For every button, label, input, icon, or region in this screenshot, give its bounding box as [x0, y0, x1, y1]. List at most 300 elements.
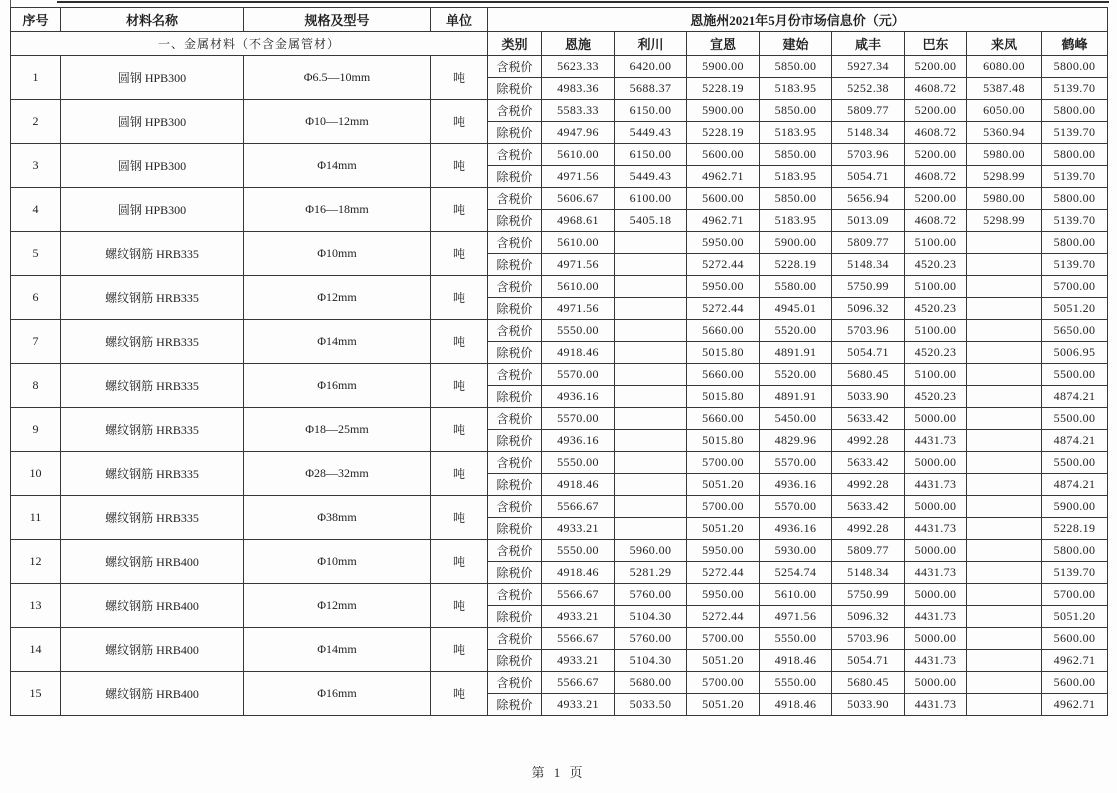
price-cell: 6150.00 — [615, 144, 687, 166]
price-cell: 6080.00 — [967, 56, 1042, 78]
item-row-with-tax — [11, 452, 1108, 474]
price-cell: 5051.20 — [687, 650, 760, 672]
price-cell: 5200.00 — [905, 56, 967, 78]
price-type-cell: 含税价 — [488, 672, 542, 694]
price-cell: 5000.00 — [905, 628, 967, 650]
price-type-cell: 除税价 — [488, 210, 542, 232]
price-cell: 5570.00 — [760, 452, 832, 474]
price-cell — [615, 518, 687, 540]
price-cell: 4971.56 — [760, 606, 832, 628]
city-header-7: 来凤 — [967, 32, 1042, 56]
price-cell: 5700.00 — [687, 672, 760, 694]
price-cell: 4947.96 — [542, 122, 615, 144]
material-cell: 圆钢 HPB300 — [61, 188, 244, 232]
price-cell: 5566.67 — [542, 584, 615, 606]
price-cell: 5980.00 — [967, 188, 1042, 210]
price-type-cell: 除税价 — [488, 430, 542, 452]
price-cell: 4962.71 — [687, 210, 760, 232]
price-cell: 4983.36 — [542, 78, 615, 100]
price-cell: 5900.00 — [1042, 496, 1108, 518]
spec-cell: Φ10—12mm — [244, 100, 431, 144]
price-cell: 5200.00 — [905, 100, 967, 122]
city-header-4: 建始 — [760, 32, 832, 56]
price-cell: 5254.74 — [760, 562, 832, 584]
price-cell: 5800.00 — [1042, 100, 1108, 122]
price-cell: 5054.71 — [832, 342, 905, 364]
price-cell: 6420.00 — [615, 56, 687, 78]
price-cell: 5200.00 — [905, 188, 967, 210]
price-cell: 5228.19 — [687, 78, 760, 100]
unit-cell: 吨 — [431, 56, 488, 100]
price-cell: 5033.90 — [832, 694, 905, 716]
price-cell: 5051.20 — [687, 474, 760, 496]
price-cell: 5900.00 — [687, 100, 760, 122]
price-cell: 5500.00 — [1042, 408, 1108, 430]
price-cell: 4608.72 — [905, 166, 967, 188]
price-cell: 5520.00 — [760, 364, 832, 386]
price-cell: 5950.00 — [687, 540, 760, 562]
price-cell: 4891.91 — [760, 386, 832, 408]
price-cell: 5600.00 — [687, 144, 760, 166]
price-cell: 4992.28 — [832, 430, 905, 452]
price-cell: 5809.77 — [832, 100, 905, 122]
price-cell: 4992.28 — [832, 518, 905, 540]
price-cell: 5680.45 — [832, 672, 905, 694]
seq-cell: 8 — [11, 364, 61, 408]
material-cell: 圆钢 HPB300 — [61, 144, 244, 188]
price-type-cell: 除税价 — [488, 518, 542, 540]
price-cell: 5139.70 — [1042, 78, 1108, 100]
price-cell: 5930.00 — [760, 540, 832, 562]
price-cell: 5580.00 — [760, 276, 832, 298]
price-cell: 5033.90 — [832, 386, 905, 408]
price-cell: 5850.00 — [760, 144, 832, 166]
price-cell: 5680.00 — [615, 672, 687, 694]
seq-cell: 13 — [11, 584, 61, 628]
price-cell: 5550.00 — [760, 628, 832, 650]
price-cell: 5960.00 — [615, 540, 687, 562]
price-cell: 5680.45 — [832, 364, 905, 386]
price-cell: 5703.96 — [832, 320, 905, 342]
price-cell — [967, 430, 1042, 452]
price-cell: 4933.21 — [542, 694, 615, 716]
unit-cell: 吨 — [431, 144, 488, 188]
unit-cell: 吨 — [431, 628, 488, 672]
price-cell: 5600.00 — [1042, 628, 1108, 650]
price-cell: 4608.72 — [905, 122, 967, 144]
price-cell: 5449.43 — [615, 122, 687, 144]
page-left-rule — [10, 0, 11, 7]
price-cell: 5006.95 — [1042, 342, 1108, 364]
header-unit: 单位 — [431, 8, 488, 32]
price-type-cell: 含税价 — [488, 188, 542, 210]
price-cell: 5809.77 — [832, 232, 905, 254]
price-cell: 5013.09 — [832, 210, 905, 232]
price-cell: 5900.00 — [687, 56, 760, 78]
price-type-cell: 除税价 — [488, 298, 542, 320]
spec-cell: Φ6.5—10mm — [244, 56, 431, 100]
price-cell: 5570.00 — [542, 364, 615, 386]
price-cell: 5570.00 — [760, 496, 832, 518]
price-cell: 5183.95 — [760, 210, 832, 232]
price-cell: 4962.71 — [1042, 694, 1108, 716]
price-cell: 5096.32 — [832, 298, 905, 320]
spec-cell: Φ28—32mm — [244, 452, 431, 496]
price-cell: 6050.00 — [967, 100, 1042, 122]
price-cell: 5100.00 — [905, 232, 967, 254]
price-cell: 5610.00 — [542, 276, 615, 298]
city-header-3: 宣恩 — [687, 32, 760, 56]
material-cell: 螺纹钢筋 HRB400 — [61, 584, 244, 628]
unit-cell: 吨 — [431, 496, 488, 540]
price-cell — [967, 562, 1042, 584]
price-cell: 4971.56 — [542, 298, 615, 320]
price-cell: 4918.46 — [542, 474, 615, 496]
price-cell: 5000.00 — [905, 408, 967, 430]
item-row-with-tax — [11, 672, 1108, 694]
price-type-cell: 含税价 — [488, 144, 542, 166]
price-cell: 4918.46 — [760, 650, 832, 672]
price-cell — [967, 254, 1042, 276]
price-cell: 4520.23 — [905, 342, 967, 364]
price-cell — [967, 232, 1042, 254]
price-type-cell: 含税价 — [488, 56, 542, 78]
price-cell: 5650.00 — [1042, 320, 1108, 342]
seq-cell: 5 — [11, 232, 61, 276]
price-cell — [615, 496, 687, 518]
material-cell: 螺纹钢筋 HRB400 — [61, 628, 244, 672]
price-cell — [967, 320, 1042, 342]
price-cell — [967, 694, 1042, 716]
price-cell — [615, 276, 687, 298]
price-cell: 5660.00 — [687, 408, 760, 430]
price-cell: 5183.95 — [760, 166, 832, 188]
price-cell: 5449.43 — [615, 166, 687, 188]
item-row-with-tax — [11, 56, 1108, 78]
price-cell: 5139.70 — [1042, 210, 1108, 232]
unit-cell: 吨 — [431, 276, 488, 320]
price-cell: 4829.96 — [760, 430, 832, 452]
price-cell — [967, 584, 1042, 606]
price-cell: 5800.00 — [1042, 144, 1108, 166]
price-cell: 5148.34 — [832, 122, 905, 144]
price-cell: 5800.00 — [1042, 232, 1108, 254]
price-cell — [615, 298, 687, 320]
price-cell: 5703.96 — [832, 144, 905, 166]
spec-cell: Φ14mm — [244, 628, 431, 672]
material-cell: 螺纹钢筋 HRB335 — [61, 276, 244, 320]
price-cell: 5272.44 — [687, 562, 760, 584]
price-type-cell: 除税价 — [488, 342, 542, 364]
section-title: 一、金属材料（不含金属管材） — [11, 32, 488, 56]
price-cell: 4971.56 — [542, 254, 615, 276]
price-cell: 4431.73 — [905, 606, 967, 628]
price-cell: 4431.73 — [905, 562, 967, 584]
price-cell: 4874.21 — [1042, 474, 1108, 496]
price-cell: 5623.33 — [542, 56, 615, 78]
price-cell: 5096.32 — [832, 606, 905, 628]
price-cell: 5850.00 — [760, 100, 832, 122]
price-cell: 5139.70 — [1042, 562, 1108, 584]
price-cell: 5200.00 — [905, 144, 967, 166]
price-type-cell: 含税价 — [488, 628, 542, 650]
price-cell: 4431.73 — [905, 650, 967, 672]
price-cell: 5760.00 — [615, 584, 687, 606]
item-row-with-tax — [11, 144, 1108, 166]
unit-cell: 吨 — [431, 232, 488, 276]
price-cell: 5054.71 — [832, 650, 905, 672]
item-row-with-tax — [11, 540, 1108, 562]
price-cell: 5550.00 — [760, 672, 832, 694]
price-cell: 5051.20 — [1042, 606, 1108, 628]
price-cell: 5100.00 — [905, 320, 967, 342]
price-cell: 5660.00 — [687, 364, 760, 386]
price-cell — [967, 518, 1042, 540]
price-cell: 5000.00 — [905, 452, 967, 474]
price-cell: 5148.34 — [832, 254, 905, 276]
unit-cell: 吨 — [431, 408, 488, 452]
price-type-cell: 除税价 — [488, 606, 542, 628]
item-row-with-tax — [11, 496, 1108, 518]
price-cell — [967, 474, 1042, 496]
price-cell — [967, 650, 1042, 672]
price-cell: 5015.80 — [687, 386, 760, 408]
price-cell: 4874.21 — [1042, 430, 1108, 452]
price-type-cell: 除税价 — [488, 166, 542, 188]
price-cell: 5272.44 — [687, 606, 760, 628]
seq-cell: 4 — [11, 188, 61, 232]
price-type-cell: 除税价 — [488, 254, 542, 276]
price-cell: 5656.94 — [832, 188, 905, 210]
price-cell — [615, 254, 687, 276]
price-cell: 5927.34 — [832, 56, 905, 78]
price-cell: 4962.71 — [1042, 650, 1108, 672]
price-cell: 5000.00 — [905, 496, 967, 518]
unit-cell: 吨 — [431, 672, 488, 716]
price-type-cell: 除税价 — [488, 694, 542, 716]
price-cell: 4936.16 — [542, 386, 615, 408]
price-cell: 5500.00 — [1042, 452, 1108, 474]
price-cell: 5566.67 — [542, 496, 615, 518]
price-cell — [615, 364, 687, 386]
price-cell — [615, 408, 687, 430]
city-header-6: 巴东 — [905, 32, 967, 56]
price-cell: 4968.61 — [542, 210, 615, 232]
material-cell: 螺纹钢筋 HRB335 — [61, 320, 244, 364]
price-cell — [967, 452, 1042, 474]
unit-cell: 吨 — [431, 452, 488, 496]
price-cell — [967, 342, 1042, 364]
price-cell — [967, 298, 1042, 320]
price-cell: 5051.20 — [1042, 298, 1108, 320]
price-cell: 5570.00 — [542, 408, 615, 430]
price-cell: 5228.19 — [687, 122, 760, 144]
price-cell: 4431.73 — [905, 694, 967, 716]
price-cell: 4918.46 — [542, 562, 615, 584]
price-cell: 5139.70 — [1042, 122, 1108, 144]
seq-cell: 7 — [11, 320, 61, 364]
item-row-with-tax — [11, 408, 1108, 430]
price-type-cell: 含税价 — [488, 100, 542, 122]
price-cell: 5000.00 — [905, 584, 967, 606]
price-cell: 5252.38 — [832, 78, 905, 100]
price-cell: 5015.80 — [687, 342, 760, 364]
price-cell: 5033.50 — [615, 694, 687, 716]
city-header-5: 咸丰 — [832, 32, 905, 56]
item-row-with-tax — [11, 584, 1108, 606]
spec-cell: Φ16—18mm — [244, 188, 431, 232]
price-cell: 4962.71 — [687, 166, 760, 188]
price-cell: 5610.00 — [542, 232, 615, 254]
price-cell: 4933.21 — [542, 518, 615, 540]
price-cell: 5051.20 — [687, 694, 760, 716]
price-type-cell: 含税价 — [488, 452, 542, 474]
header-seq: 序号 — [11, 8, 61, 32]
price-cell: 5228.19 — [1042, 518, 1108, 540]
material-cell: 螺纹钢筋 HRB335 — [61, 232, 244, 276]
price-cell: 4945.01 — [760, 298, 832, 320]
price-cell — [967, 496, 1042, 518]
spec-cell: Φ10mm — [244, 232, 431, 276]
price-cell: 4936.16 — [760, 474, 832, 496]
seq-cell: 12 — [11, 540, 61, 584]
price-table — [10, 7, 1108, 716]
item-row-with-tax — [11, 276, 1108, 298]
price-type-cell: 含税价 — [488, 232, 542, 254]
seq-cell: 11 — [11, 496, 61, 540]
price-cell: 5633.42 — [832, 452, 905, 474]
price-type-cell: 含税价 — [488, 584, 542, 606]
price-cell: 4520.23 — [905, 386, 967, 408]
price-cell: 5405.18 — [615, 210, 687, 232]
unit-cell: 吨 — [431, 188, 488, 232]
price-cell: 5950.00 — [687, 232, 760, 254]
price-cell: 4933.21 — [542, 606, 615, 628]
price-cell: 4431.73 — [905, 518, 967, 540]
price-cell — [967, 540, 1042, 562]
price-cell: 4874.21 — [1042, 386, 1108, 408]
price-cell: 5500.00 — [1042, 364, 1108, 386]
price-cell: 5950.00 — [687, 584, 760, 606]
price-cell: 4918.46 — [542, 342, 615, 364]
city-header-2: 利川 — [615, 32, 687, 56]
price-cell: 4520.23 — [905, 298, 967, 320]
price-cell — [967, 408, 1042, 430]
price-cell: 5054.71 — [832, 166, 905, 188]
material-cell: 螺纹钢筋 HRB400 — [61, 540, 244, 584]
price-cell: 5900.00 — [760, 232, 832, 254]
price-cell: 5850.00 — [760, 56, 832, 78]
seq-cell: 14 — [11, 628, 61, 672]
price-cell: 5566.67 — [542, 672, 615, 694]
unit-cell: 吨 — [431, 584, 488, 628]
price-cell: 4608.72 — [905, 78, 967, 100]
price-cell: 4891.91 — [760, 342, 832, 364]
unit-cell: 吨 — [431, 540, 488, 584]
spec-cell: Φ10mm — [244, 540, 431, 584]
price-cell — [967, 364, 1042, 386]
price-cell: 5148.34 — [832, 562, 905, 584]
price-type-cell: 含税价 — [488, 496, 542, 518]
table-title: 恩施州2021年5月份市场信息价（元） — [488, 8, 1108, 32]
price-cell: 5850.00 — [760, 188, 832, 210]
seq-cell: 2 — [11, 100, 61, 144]
price-cell: 5387.48 — [967, 78, 1042, 100]
seq-cell: 9 — [11, 408, 61, 452]
price-cell — [615, 452, 687, 474]
item-row-with-tax — [11, 188, 1108, 210]
price-cell: 5015.80 — [687, 430, 760, 452]
unit-cell: 吨 — [431, 100, 488, 144]
price-cell: 5610.00 — [542, 144, 615, 166]
price-cell: 5633.42 — [832, 408, 905, 430]
seq-cell: 1 — [11, 56, 61, 100]
price-cell: 5100.00 — [905, 276, 967, 298]
price-cell: 5800.00 — [1042, 540, 1108, 562]
price-cell: 5688.37 — [615, 78, 687, 100]
price-cell: 5750.99 — [832, 584, 905, 606]
price-cell — [615, 232, 687, 254]
spec-cell: Φ18—25mm — [244, 408, 431, 452]
price-cell: 5700.00 — [1042, 276, 1108, 298]
price-cell: 4933.21 — [542, 650, 615, 672]
header-spec: 规格及型号 — [244, 8, 431, 32]
price-cell: 5100.00 — [905, 364, 967, 386]
price-cell: 6150.00 — [615, 100, 687, 122]
price-cell: 5272.44 — [687, 298, 760, 320]
price-cell: 5566.67 — [542, 628, 615, 650]
city-header-8: 鹤峰 — [1042, 32, 1108, 56]
price-cell: 5610.00 — [760, 584, 832, 606]
price-cell: 5139.70 — [1042, 254, 1108, 276]
price-cell: 5298.99 — [967, 210, 1042, 232]
spec-cell: Φ16mm — [244, 364, 431, 408]
price-cell: 5800.00 — [1042, 56, 1108, 78]
table-header-row-main — [11, 8, 1108, 32]
price-cell: 5550.00 — [542, 320, 615, 342]
price-type-cell: 除税价 — [488, 562, 542, 584]
price-cell — [967, 628, 1042, 650]
price-type-cell: 含税价 — [488, 540, 542, 562]
price-cell: 4971.56 — [542, 166, 615, 188]
price-cell: 5700.00 — [1042, 584, 1108, 606]
price-cell: 5228.19 — [760, 254, 832, 276]
price-cell: 5550.00 — [542, 540, 615, 562]
price-type-cell: 含税价 — [488, 408, 542, 430]
material-cell: 螺纹钢筋 HRB335 — [61, 452, 244, 496]
price-cell: 4992.28 — [832, 474, 905, 496]
material-cell: 螺纹钢筋 HRB335 — [61, 496, 244, 540]
price-cell: 5600.00 — [687, 188, 760, 210]
price-cell: 5450.00 — [760, 408, 832, 430]
price-cell — [615, 320, 687, 342]
price-cell — [967, 606, 1042, 628]
seq-cell: 15 — [11, 672, 61, 716]
price-cell — [967, 276, 1042, 298]
price-cell: 5700.00 — [687, 452, 760, 474]
page-number: 第 1 页 — [531, 765, 586, 780]
header-category: 类别 — [488, 32, 542, 56]
spec-cell: Φ14mm — [244, 144, 431, 188]
item-row-with-tax — [11, 232, 1108, 254]
price-type-cell: 除税价 — [488, 650, 542, 672]
price-cell — [615, 342, 687, 364]
price-cell: 4520.23 — [905, 254, 967, 276]
price-cell: 5700.00 — [687, 496, 760, 518]
unit-cell: 吨 — [431, 320, 488, 364]
price-type-cell: 含税价 — [488, 364, 542, 386]
price-cell: 4431.73 — [905, 474, 967, 496]
